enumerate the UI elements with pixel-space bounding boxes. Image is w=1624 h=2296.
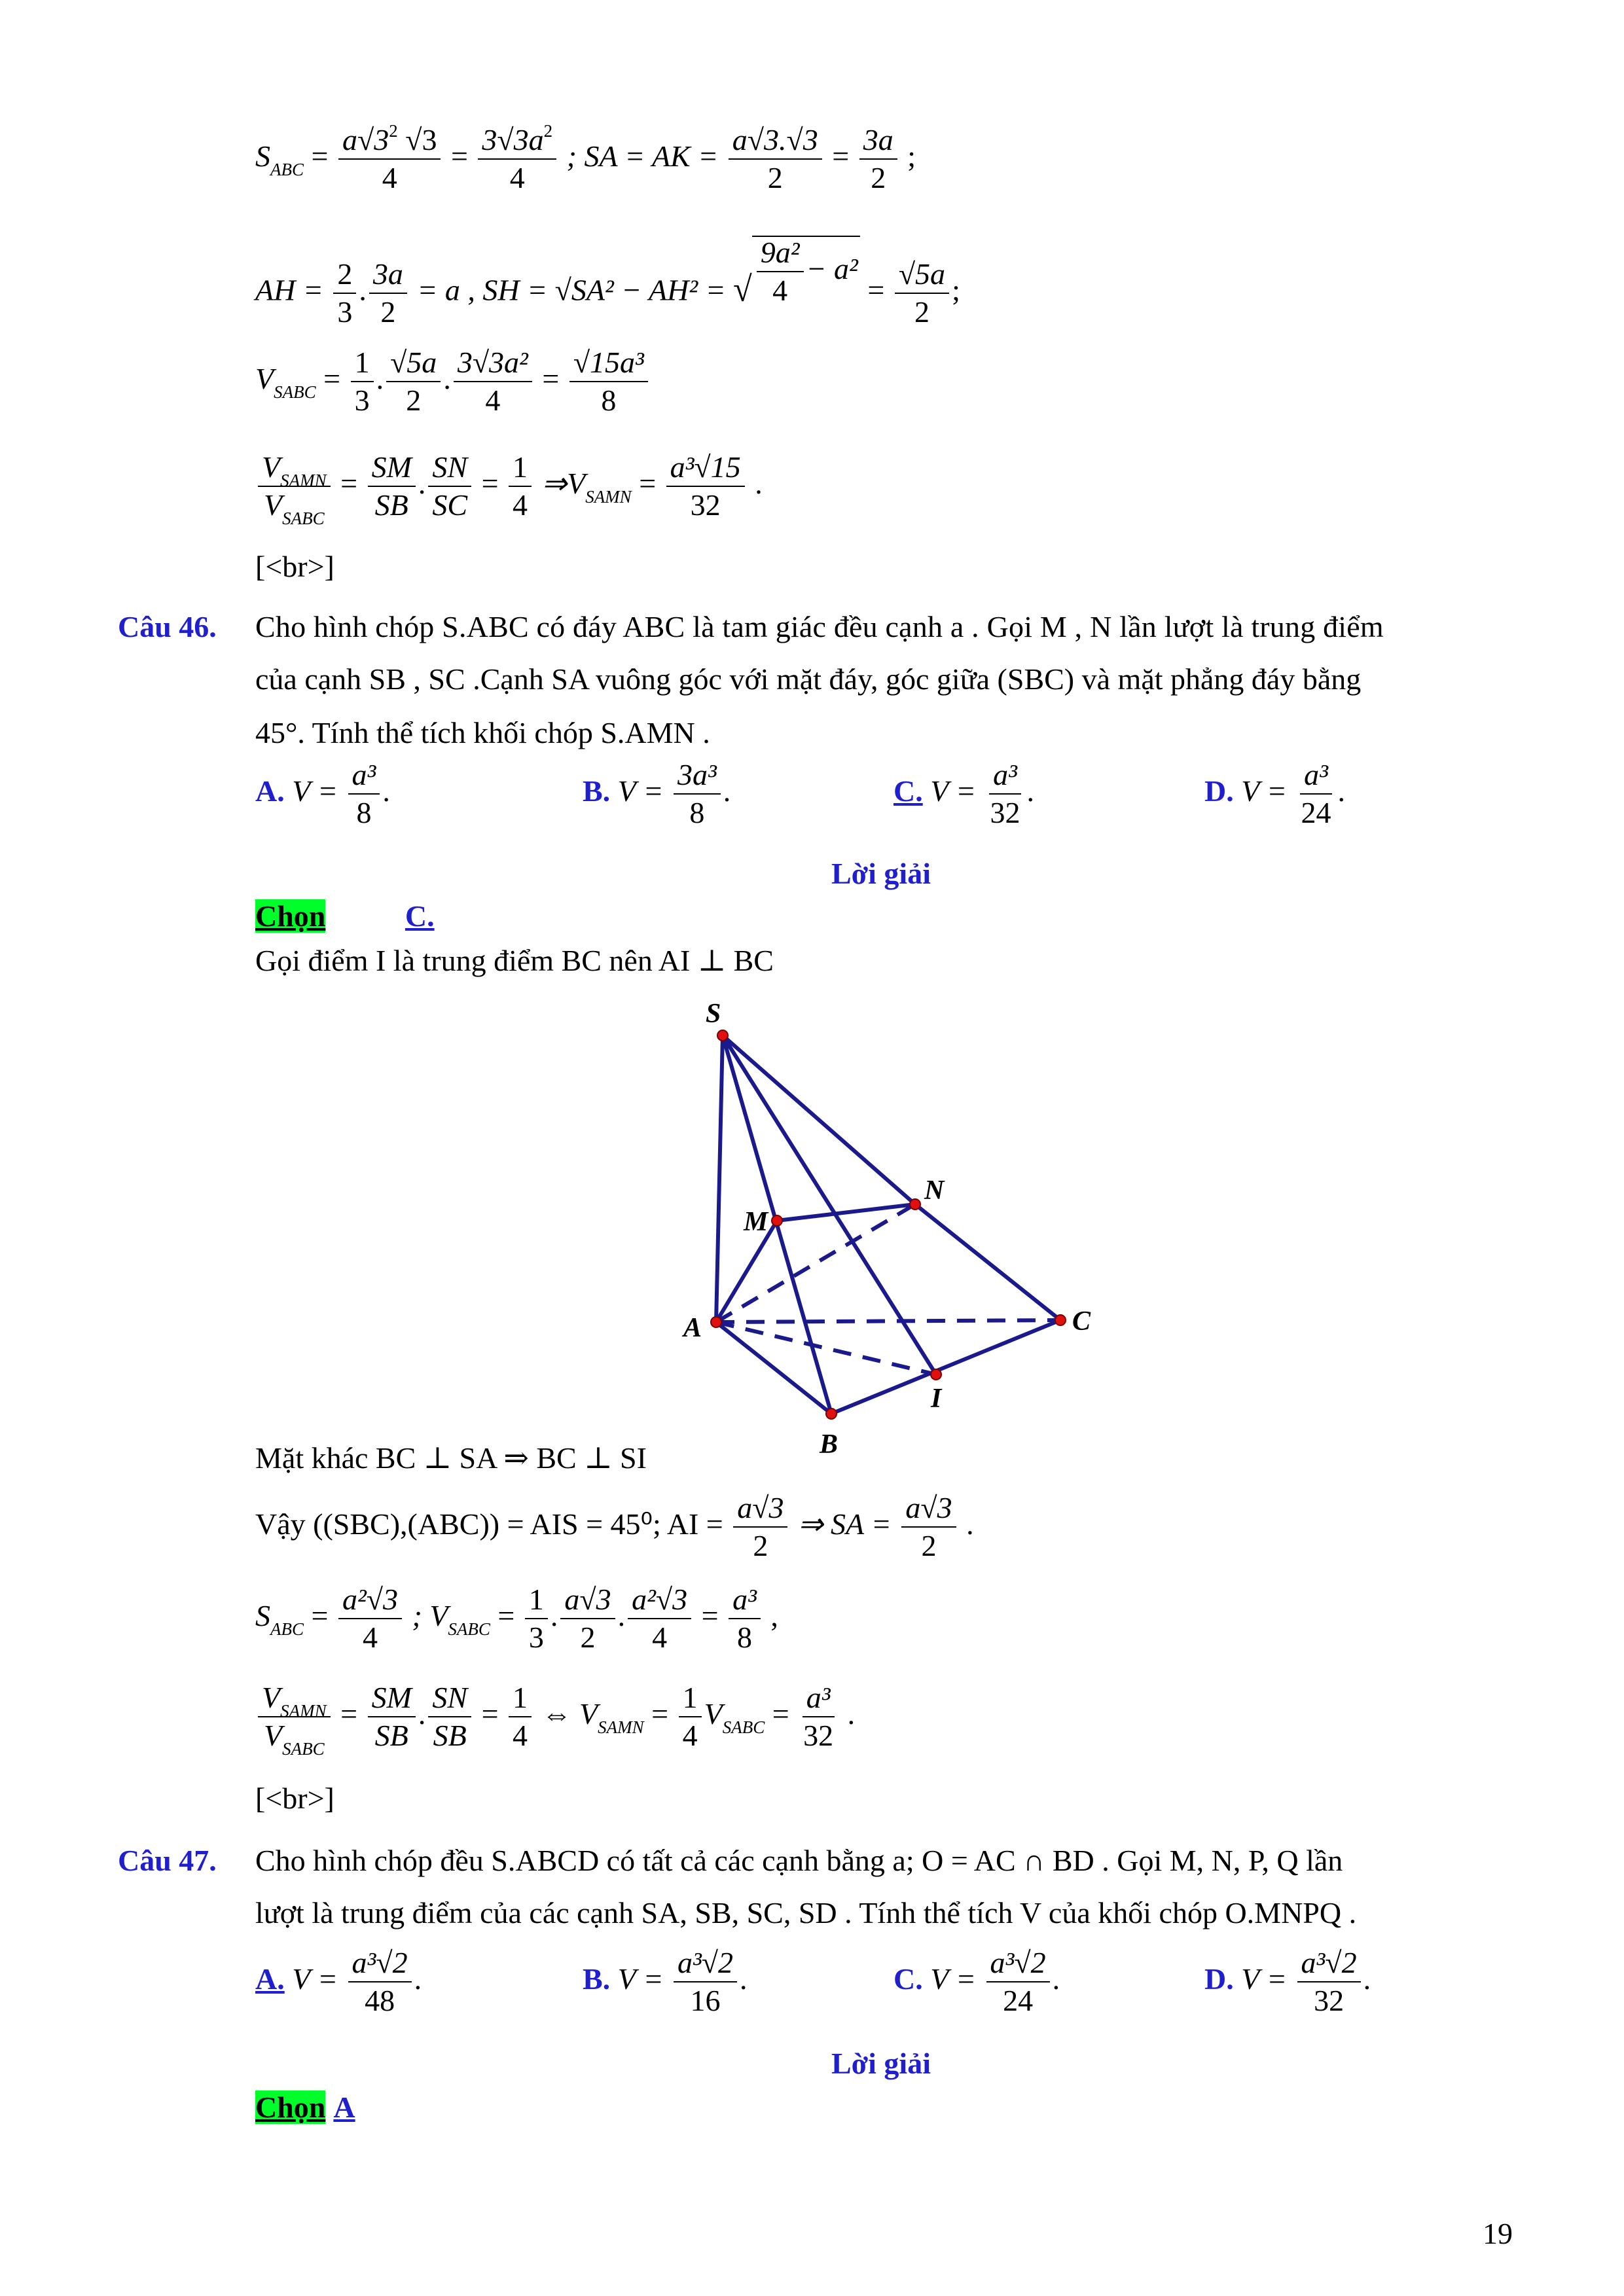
q47-option-d[interactable]: D. V = $\frac{\text{a³√2}}{32}$ . bbox=[1204, 1946, 1371, 2018]
den: 4 bbox=[772, 274, 788, 308]
num: a³ bbox=[989, 759, 1021, 795]
edge-ac-dashed bbox=[716, 1320, 1060, 1322]
v: V bbox=[262, 450, 281, 484]
v-label: V bbox=[255, 361, 274, 395]
equals: = bbox=[311, 139, 329, 173]
question-46-line2: của cạnh SB , SC .Cạnh SA vuông góc với mặt đáy, góc giữa (SBC) và mặt phẳng đáy bằng bbox=[255, 662, 1362, 696]
ah-label: AH = bbox=[255, 273, 323, 307]
num: a³ bbox=[729, 1584, 761, 1619]
iff: ⇔ V bbox=[541, 1696, 598, 1731]
q46-option-c[interactable]: C. V = $\frac{\text{a³}}{32}$ . bbox=[893, 758, 1035, 830]
option-letter: A. bbox=[255, 774, 285, 808]
option-letter: C. bbox=[893, 774, 923, 808]
chon-label: Chọn bbox=[255, 899, 326, 933]
label-i: I bbox=[931, 1384, 942, 1414]
v-sabc-formula: $V_{SABC}$ = $\frac{1}{3}$ . $\frac{√5a}{2}$ . $\frac{\text{3√3a²}}{4}$ = $\frac{\text{√15a³}}{8}$ bbox=[255, 347, 651, 417]
den: 16 bbox=[690, 1984, 721, 2018]
v-eq: V = bbox=[1241, 1962, 1288, 1996]
exp: 2 bbox=[389, 121, 398, 141]
num: 9a² bbox=[757, 237, 804, 272]
den: 2 bbox=[921, 1529, 937, 1563]
v-eq: V = bbox=[1241, 774, 1288, 808]
label-s: S bbox=[706, 999, 721, 1029]
den: 3 bbox=[354, 384, 370, 418]
label-b: B bbox=[820, 1429, 839, 1460]
num: a√3 bbox=[901, 1492, 956, 1528]
num: 1 bbox=[351, 347, 374, 382]
edge-nc bbox=[915, 1204, 1060, 1320]
label-m: M bbox=[744, 1207, 768, 1237]
num: a³√2 bbox=[674, 1947, 737, 1982]
chon-label: Chọn bbox=[255, 2090, 326, 2124]
q47-loi-giai: Lời giải bbox=[831, 2047, 931, 2080]
q46-option-a[interactable]: A. V = $\frac{\text{a³}}{8}$ . bbox=[255, 758, 390, 830]
sub: SABC bbox=[448, 1619, 490, 1639]
den: 4 bbox=[513, 488, 528, 522]
point-c bbox=[1055, 1315, 1066, 1325]
den: SB bbox=[374, 1719, 408, 1753]
point-m bbox=[772, 1215, 782, 1226]
v: V bbox=[264, 488, 283, 522]
sub: ABC bbox=[270, 1619, 304, 1639]
den: 4 bbox=[682, 1719, 698, 1753]
equals: = bbox=[481, 466, 499, 500]
q46-chon bbox=[255, 898, 435, 934]
point-i bbox=[931, 1369, 941, 1380]
den: 32 bbox=[1314, 1984, 1344, 2018]
implies: ⇒V bbox=[541, 466, 586, 500]
s-label: S bbox=[255, 1598, 270, 1632]
q46-sol-line4: $S_{ABC}$ = $\frac{\text{a²√3}}{4}$ ; $V_{SABC}$ = $\frac{1}{3}$ . $\frac{a√3}{2}$ . $\frac{\text{a²√3}}{4}$ = $\frac{\text{a³}}{8}$ , bbox=[255, 1583, 778, 1655]
sqrt-expr: √ $\frac{\text{9a²}}{4}$ − a² bbox=[733, 236, 860, 307]
question-46-line1: Cho hình chóp S.ABC có đáy ABC là tam giác đều cạnh a . Gọi M , N lần lượt là trung điểm bbox=[255, 610, 1384, 643]
option-letter: C. bbox=[893, 1962, 923, 1996]
num: 3√3a bbox=[482, 123, 544, 156]
equals: = bbox=[832, 139, 850, 173]
option-letter: D. bbox=[1204, 774, 1234, 808]
question-47-line1: Cho hình chóp đều S.ABCD có tất cả các cạnh bằng a; O = AC ∩ BD . Gọi M, N, P, Q lần bbox=[255, 1844, 1343, 1877]
q46-loi-giai: Lời giải bbox=[831, 857, 931, 890]
equals: = bbox=[867, 273, 885, 307]
v-eq: V = bbox=[292, 774, 338, 808]
v-eq: V = bbox=[930, 1962, 977, 1996]
num: √5a bbox=[386, 347, 441, 382]
exp: 2 bbox=[543, 121, 553, 141]
den: 8 bbox=[737, 1621, 753, 1655]
v: V bbox=[264, 1719, 283, 1753]
den: 2 bbox=[406, 384, 422, 418]
num: SM bbox=[368, 452, 416, 487]
sub: SAMN bbox=[280, 1701, 327, 1721]
num: a³√2 bbox=[986, 1947, 1050, 1982]
den: 32 bbox=[690, 488, 721, 522]
frac-area-2 bbox=[478, 121, 556, 195]
num: a³√2 bbox=[348, 1947, 412, 1982]
equals: = bbox=[450, 139, 468, 173]
question-46-label: Câu 46. bbox=[118, 610, 217, 643]
num: √15a³ bbox=[569, 347, 648, 382]
edge-ab bbox=[716, 1322, 831, 1414]
num: 2 bbox=[333, 259, 356, 294]
num: 3a³ bbox=[674, 759, 721, 795]
option-letter: D. bbox=[1204, 1962, 1234, 1996]
sub: SAMN bbox=[280, 471, 327, 490]
question-46-line3: 45°. Tính thể tích khối chóp S.AMN . bbox=[255, 716, 710, 749]
v-eq: V = bbox=[292, 1962, 338, 1996]
frac-3a bbox=[859, 124, 897, 194]
num-tail: √3 bbox=[405, 123, 437, 156]
label-a: A bbox=[683, 1313, 702, 1343]
question-47-label: Câu 47. bbox=[118, 1844, 217, 1877]
num: 3a bbox=[369, 259, 407, 294]
num: a√3 bbox=[342, 123, 389, 156]
num: a²√3 bbox=[628, 1584, 691, 1619]
den: 2 bbox=[380, 295, 396, 329]
point-b bbox=[826, 1408, 837, 1419]
num: √5a bbox=[895, 259, 949, 294]
ah-sh-formula: AH = $\frac{2}{3}$ . $\frac{3a}{2}$ = a , SH = √SA² − AH² = √ $\frac{\text{9a²}}{4}$ − a² = $\frac{√5a}{2}$ ; bbox=[255, 236, 960, 329]
num: a³ bbox=[803, 1682, 835, 1717]
label-n: N bbox=[924, 1175, 945, 1206]
sub: SABC bbox=[282, 509, 325, 529]
edge-sa bbox=[716, 1035, 723, 1322]
den: 24 bbox=[1003, 1984, 1034, 2018]
edge-bc bbox=[831, 1320, 1060, 1414]
den: 32 bbox=[803, 1719, 834, 1753]
sol3-b: ⇒ SA = bbox=[797, 1507, 892, 1541]
br-tag-1: [<br>] bbox=[255, 550, 334, 583]
num: SN bbox=[428, 452, 471, 487]
semicolon: ; bbox=[952, 273, 960, 307]
q46-sol-line2: Mặt khác BC ⊥ SA ⇒ BC ⊥ SI bbox=[255, 1441, 647, 1475]
den: 2 bbox=[753, 1529, 768, 1563]
label-c: C bbox=[1072, 1306, 1091, 1336]
semicolon: ; bbox=[907, 139, 916, 173]
v-label: ; V bbox=[412, 1598, 448, 1632]
den: 24 bbox=[1301, 796, 1331, 830]
num: 1 bbox=[509, 1682, 532, 1717]
sub: SAMN bbox=[598, 1717, 644, 1737]
num: a³√15 bbox=[666, 452, 745, 487]
sub: SABC bbox=[722, 1717, 765, 1737]
q46-sol-line5: $\frac{V_{SAMN}}{V_{SABC}}$ = $\frac{SM}{SB}$ . $\frac{SN}{SB}$ = $\frac{1}{4}$ ⇔ $V_{SAMN}$ = $\frac{1}{4}$ $V_{SABC}$ = $\frac{\text{a³}}{32}$ . bbox=[255, 1682, 855, 1752]
q46-option-d[interactable]: D. V = $\frac{\text{a³}}{24}$ . bbox=[1204, 758, 1346, 830]
q47-option-a[interactable]: A. V = $\frac{\text{a³√2}}{48}$ . bbox=[255, 1946, 422, 2018]
v-eq: V = bbox=[930, 774, 977, 808]
v-eq: V = bbox=[617, 1962, 664, 1996]
den: SB bbox=[433, 1719, 467, 1753]
option-letter: B. bbox=[583, 774, 611, 808]
den: 48 bbox=[365, 1984, 395, 2018]
option-letter: A. bbox=[255, 1962, 285, 1996]
page-number: 19 bbox=[1483, 2217, 1513, 2250]
equals: = bbox=[542, 361, 560, 395]
num: a√3 bbox=[733, 1492, 787, 1528]
sub: SABC bbox=[282, 1739, 325, 1759]
chon-answer: A bbox=[333, 2090, 355, 2124]
frac-area bbox=[338, 121, 441, 195]
den: 2 bbox=[914, 295, 929, 329]
chon-answer: C. bbox=[405, 899, 435, 933]
root-tail: − a² bbox=[806, 251, 858, 285]
den: 8 bbox=[689, 796, 705, 830]
q47-chon bbox=[255, 2089, 355, 2125]
edge-mn bbox=[777, 1204, 915, 1221]
br-tag-2: [<br>] bbox=[255, 1782, 334, 1815]
den: 2 bbox=[580, 1621, 596, 1655]
den: 2 bbox=[767, 161, 783, 195]
equals: = bbox=[323, 361, 341, 395]
q46-sol-line3: Vậy ((SBC),(ABC)) = AIS = 45⁰; AI = $\frac{a√3}{2}$ ⇒ SA = $\frac{a√3}{2}$ . bbox=[255, 1491, 974, 1563]
num: 3√3a² bbox=[454, 347, 532, 382]
q46-option-b[interactable]: B. V = $\frac{\text{3a³}}{8}$ . bbox=[583, 758, 731, 830]
equals: = bbox=[639, 466, 657, 500]
num: SM bbox=[368, 1682, 416, 1717]
v-sub: SABC bbox=[274, 382, 316, 402]
num: 3a bbox=[859, 124, 897, 160]
num: a³√2 bbox=[1297, 1947, 1361, 1982]
point-a bbox=[711, 1317, 721, 1327]
ratio-formula: $\frac{V_{SAMN}}{V_{SABC}}$ = $\frac{SM}{SB}$ . $\frac{SN}{SC}$ = $\frac{1}{4}$ $\Rightarrow V_{SAMN}$ = $\frac{\text{a³√15}}{32}$ . bbox=[255, 452, 763, 522]
den: SB bbox=[374, 488, 408, 522]
q47-option-b[interactable]: B. V = $\frac{\text{a³√2}}{16}$ . bbox=[583, 1946, 748, 2018]
num: a³ bbox=[348, 759, 380, 795]
point-n bbox=[910, 1199, 920, 1210]
sh-part: = a , SH = √SA² − AH² = bbox=[417, 273, 726, 307]
point-s bbox=[717, 1030, 728, 1041]
v-eq: V = bbox=[617, 774, 664, 808]
v: V bbox=[262, 1681, 281, 1714]
num: a√3.√3 bbox=[729, 124, 822, 160]
den: SC bbox=[432, 488, 468, 522]
den: 4 bbox=[362, 1621, 378, 1655]
s-abc-formula bbox=[255, 121, 916, 195]
pyramid-figure bbox=[668, 995, 1139, 1466]
den: 4 bbox=[513, 1719, 528, 1753]
den: 4 bbox=[509, 161, 525, 195]
question-47-line2: lượt là trung điểm của các cạnh SA, SB, SC, SD . Tính thể tích V của khối chóp O.MNPQ . bbox=[255, 1896, 1357, 1929]
equals: = bbox=[340, 466, 358, 500]
num: a√3 bbox=[560, 1584, 615, 1619]
sa-ak: ; SA = AK = bbox=[566, 139, 719, 173]
den: 4 bbox=[485, 384, 501, 418]
num: SN bbox=[428, 1682, 471, 1717]
den: 8 bbox=[356, 796, 372, 830]
den: 8 bbox=[601, 384, 617, 418]
num: 1 bbox=[525, 1584, 548, 1619]
s-sub: ABC bbox=[270, 159, 304, 179]
q47-option-c[interactable]: C. V = $\frac{\text{a³√2}}{24}$ . bbox=[893, 1946, 1060, 2018]
num: a²√3 bbox=[338, 1584, 402, 1619]
num: 1 bbox=[509, 452, 532, 487]
s-label: S bbox=[255, 139, 270, 173]
den: 4 bbox=[652, 1621, 668, 1655]
den: 3 bbox=[528, 1621, 544, 1655]
den: 4 bbox=[382, 161, 397, 195]
frac-sa bbox=[729, 124, 822, 194]
num: a³ bbox=[1300, 759, 1332, 795]
den: 32 bbox=[990, 796, 1020, 830]
v: V bbox=[704, 1696, 723, 1731]
num: 1 bbox=[679, 1682, 702, 1717]
sub: SAMN bbox=[585, 486, 632, 507]
option-letter: B. bbox=[583, 1962, 611, 1996]
q46-sol-line1: Gọi điểm I là trung điểm BC nên AI ⊥ BC bbox=[255, 944, 774, 977]
den: 2 bbox=[871, 161, 886, 195]
edge-sn bbox=[723, 1035, 915, 1204]
sol3-text: Vậy ((SBC),(ABC)) = AIS = 45⁰; AI = bbox=[255, 1507, 723, 1541]
den: 3 bbox=[337, 295, 353, 329]
